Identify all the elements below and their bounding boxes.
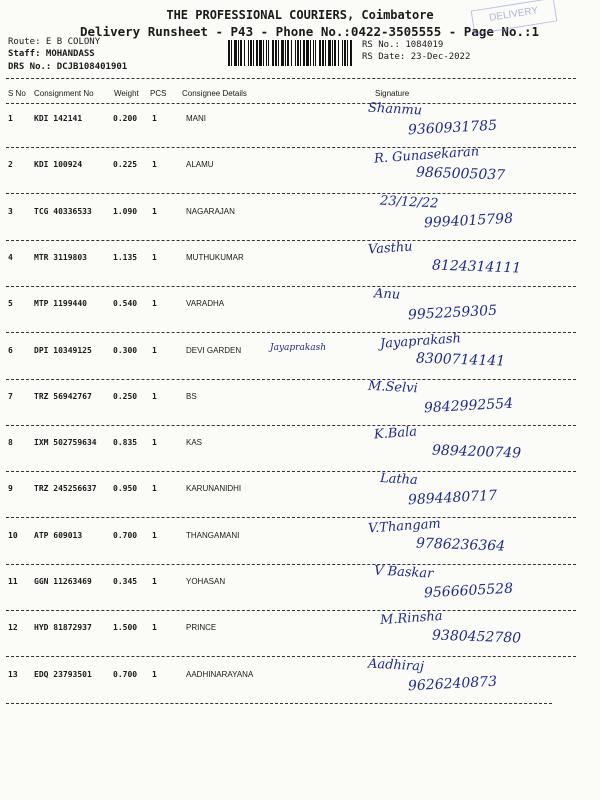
row-weight: 0.345 [113, 577, 138, 586]
barcode-bar [285, 40, 286, 66]
barcode-bar [268, 40, 269, 66]
row-pcs: 1 [152, 670, 157, 679]
signature-name: Vasthu [367, 239, 414, 258]
row-sno: 7 [8, 392, 13, 401]
signature-area [368, 331, 578, 378]
barcode-bar [266, 40, 267, 66]
row-weight: 0.250 [113, 392, 138, 401]
row-consignment: ATP 609013 [34, 531, 83, 540]
row-pcs: 1 [152, 392, 157, 401]
barcode-bar [253, 40, 254, 66]
row-consignee: VARADHA [186, 299, 225, 308]
barcode-bar [313, 40, 314, 66]
barcode-bar [244, 40, 245, 66]
row-sno: 3 [8, 207, 13, 216]
barcode-bar [342, 40, 343, 66]
row-consignment: IXM 502759634 [34, 438, 97, 447]
row-weight: 0.540 [113, 299, 138, 308]
signature-phone: 9842992554 [423, 395, 514, 417]
row-pcs: 1 [152, 531, 157, 540]
row-weight: 0.950 [113, 484, 138, 493]
signature-phone: 9626240873 [407, 673, 498, 695]
signature-name: V.Thangam [367, 516, 442, 537]
stamp: DELIVERY [471, 0, 558, 34]
rs-number: RS No.: 1084019 [362, 40, 444, 50]
signature-phone: 9786236364 [415, 535, 506, 555]
barcode-bar [347, 40, 348, 66]
barcode-bar [287, 40, 289, 66]
barcode-bar [315, 40, 316, 66]
signature-name: 23/12/22 [379, 193, 439, 212]
row-weight: 1.090 [113, 207, 138, 216]
barcode-bar [240, 40, 242, 66]
signature-name: V Baskar [373, 563, 434, 582]
barcode-bar [256, 40, 258, 66]
row-consignee: MANI [186, 114, 206, 123]
signature-name: Shanmu [367, 100, 423, 119]
row-pcs: 1 [152, 577, 157, 586]
row-consignment: GGN 11263469 [34, 577, 92, 586]
row-consignment: DPI 10349125 [34, 346, 92, 355]
row-consignee: AADHINARAYANA [186, 670, 254, 679]
signature-phone: 9360931785 [407, 117, 498, 139]
barcode-bar [248, 40, 249, 66]
row-weight: 0.225 [113, 160, 138, 169]
rs-date: RS Date: 23-Dec-2022 [362, 52, 471, 62]
row-consignment: KDI 142141 [34, 114, 83, 123]
row-weight: 0.200 [113, 114, 138, 123]
barcode-bar [228, 40, 230, 66]
row-weight: 1.135 [113, 253, 138, 262]
staff-label: Staff: MOHANDASS [8, 49, 95, 59]
signature-area [368, 658, 578, 702]
signature-name: Aadhiraj [367, 656, 425, 675]
barcode-bar [238, 40, 239, 66]
row-consignee: ALAMU [186, 160, 214, 169]
handwritten-note: Jayaprakash [270, 343, 327, 353]
row-sno: 6 [8, 346, 13, 355]
barcode-bar [295, 40, 296, 66]
row-consignment: TRZ 56942767 [34, 392, 92, 401]
row-weight: 0.300 [113, 346, 138, 355]
signature-phone: 8300714141 [415, 350, 506, 370]
row-sno: 9 [8, 484, 13, 493]
barcode-bar [234, 40, 237, 66]
row-divider [6, 193, 576, 194]
barcode-bar [275, 40, 277, 66]
row-pcs: 1 [152, 623, 157, 632]
signature-area [368, 102, 578, 146]
row-pcs: 1 [152, 253, 157, 262]
col-consignee: Consignee Details [182, 89, 247, 98]
signature-name: R. Gunasekaran [373, 144, 480, 167]
row-pcs: 1 [152, 207, 157, 216]
row-consignment: EDQ 23793501 [34, 670, 92, 679]
signature-name: Anu [373, 286, 401, 303]
row-consignment: KDI 100924 [34, 160, 83, 169]
col-sno: S No [8, 89, 26, 98]
signature-name: K.Bala [373, 424, 418, 443]
barcode-bar [338, 40, 339, 66]
col-consignment: Consignment No [34, 89, 94, 98]
col-pcs: PCS [150, 89, 167, 98]
barcode-bar [291, 40, 292, 66]
signature-area [368, 608, 578, 655]
barcode-bar [281, 40, 284, 66]
row-consignment: HYD 81872937 [34, 623, 92, 632]
row-consignee: KARUNANIDHI [186, 484, 242, 493]
signature-area [368, 241, 578, 285]
signature-phone: 9566605528 [423, 580, 514, 602]
row-consignee: MUTHUKUMAR [186, 253, 244, 262]
signature-phone: 9894480717 [407, 487, 498, 509]
signature-area [368, 287, 578, 331]
row-consignee: NAGARAJAN [186, 207, 235, 216]
signature-name: Latha [379, 471, 419, 488]
company-title: THE PROFESSIONAL COURIERS, Coimbatore [166, 8, 434, 22]
row-sno: 13 [8, 670, 18, 679]
row-consignee: YOHASAN [186, 577, 226, 586]
drs-number: DRS No.: DCJB108401901 [8, 62, 128, 72]
row-weight: 0.835 [113, 438, 138, 447]
barcode-bar [332, 40, 333, 66]
row-sno: 11 [8, 577, 18, 586]
row-divider [6, 703, 552, 704]
signature-phone: 9380452780 [431, 627, 522, 647]
row-consignment: MTP 1199440 [34, 299, 87, 308]
row-sno: 2 [8, 160, 13, 169]
barcode-bar [350, 40, 352, 66]
barcode-bar [319, 40, 321, 66]
signature-phone: 9865005037 [415, 164, 506, 184]
row-divider [6, 656, 576, 657]
row-sno: 8 [8, 438, 13, 447]
row-divider [6, 332, 576, 333]
row-pcs: 1 [152, 299, 157, 308]
signature-name: M.Rinsha [379, 608, 444, 629]
signature-phone: 8124314111 [431, 257, 522, 277]
route-label: Route: E B COLONY [8, 37, 101, 47]
row-weight: 0.700 [113, 531, 138, 540]
row-pcs: 1 [152, 438, 157, 447]
row-sno: 1 [8, 114, 13, 123]
row-sno: 12 [8, 623, 18, 632]
barcode-bar [334, 40, 336, 66]
barcode-bar [322, 40, 324, 66]
row-sno: 4 [8, 253, 13, 262]
barcode-bar [259, 40, 262, 66]
signature-area [368, 195, 578, 239]
row-consignee: BS [186, 392, 197, 401]
row-sno: 10 [8, 531, 18, 540]
row-divider [6, 517, 576, 518]
barcode-bar [300, 40, 301, 66]
signature-name: Jayaprakash [379, 331, 462, 352]
signature-area [368, 565, 578, 609]
signature-area [368, 380, 578, 424]
barcode [228, 40, 352, 66]
runsheet-title: Delivery Runsheet - P43 - Phone No.:0422-3505555 - Page No.:1 [80, 24, 540, 39]
row-pcs: 1 [152, 160, 157, 169]
barcode-bar [325, 40, 326, 66]
barcode-bar [297, 40, 299, 66]
signature-area [367, 516, 578, 563]
signature-phone: 9952259305 [407, 302, 498, 324]
barcode-bar [231, 40, 232, 66]
row-pcs: 1 [152, 484, 157, 493]
barcode-bar [306, 40, 309, 66]
row-consignment: MTR 3119803 [34, 253, 87, 262]
signature-phone: 9894200749 [431, 442, 522, 462]
row-sno: 5 [8, 299, 13, 308]
barcode-bar [272, 40, 274, 66]
barcode-bar [328, 40, 331, 66]
row-pcs: 1 [152, 346, 157, 355]
row-consignment: TRZ 245256637 [34, 484, 97, 493]
barcode-bar [303, 40, 305, 66]
signature-area [368, 426, 578, 470]
signature-name: M.Selvi [367, 378, 419, 397]
row-weight: 1.500 [113, 623, 138, 632]
signature-area [368, 144, 578, 192]
barcode-bar [278, 40, 279, 66]
signature-phone: 9994015798 [423, 210, 514, 232]
col-signature: Signature [375, 89, 410, 98]
top-divider [6, 78, 576, 79]
row-weight: 0.700 [113, 670, 138, 679]
row-consignee: THANGAMANI [186, 531, 240, 540]
row-consignment: TCG 40336533 [34, 207, 92, 216]
col-weight: Weight [114, 89, 139, 98]
barcode-bar [344, 40, 346, 66]
barcode-bar [310, 40, 311, 66]
row-consignee: DEVI GARDEN [186, 346, 242, 355]
barcode-bar [250, 40, 252, 66]
row-consignee: PRINCE [186, 623, 217, 632]
row-consignee: KAS [186, 438, 203, 447]
barcode-bar [263, 40, 264, 66]
signature-area [368, 472, 578, 516]
row-pcs: 1 [152, 114, 157, 123]
